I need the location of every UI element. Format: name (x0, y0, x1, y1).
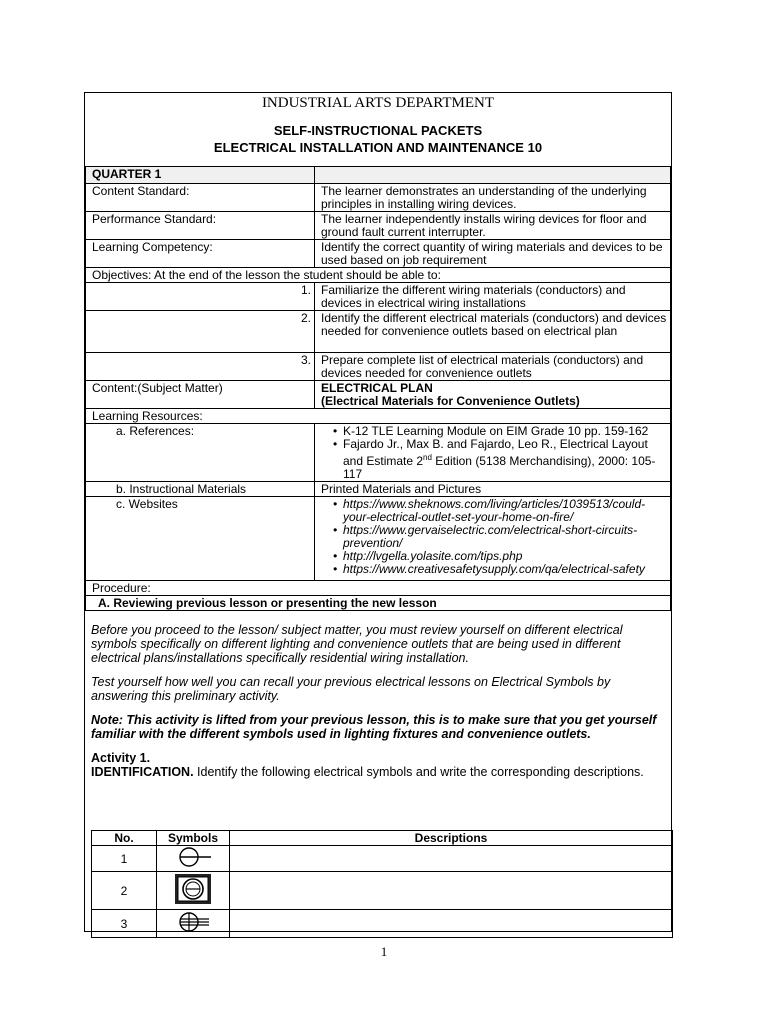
reference-item: • Fajardo Jr., Max B. and Fajardo, Leo R., Electrical Layout and Estimate 2nd Edition (5138 Merchandising), 2000: 105-117 (333, 438, 667, 481)
reference-item: • K-12 TLE Learning Module on EIM Grade 10 pp. 159-162 (333, 425, 667, 438)
references-label: a. References: (86, 424, 315, 482)
objective-number: 2. (86, 311, 315, 353)
quarter-label: QUARTER 1 (86, 167, 315, 184)
activity-title: Activity 1. (91, 751, 151, 765)
objectives-intro: Objectives: At the end of the lesson the student should be able to: (86, 268, 671, 283)
instructional-materials-label: b. Instructional Materials (86, 482, 315, 497)
description-cell[interactable] (230, 872, 673, 910)
activity-block (91, 751, 665, 779)
quarter-value (315, 167, 671, 184)
content-standard-value: The learner demonstrates an understanding of the underlying principles in installing wiring devices. (315, 184, 671, 212)
websites-label: c. Websites (86, 497, 315, 581)
learning-resources-label: Learning Resources: (86, 409, 671, 424)
page-number: 1 (380, 944, 388, 959)
instructional-materials-value: Printed Materials and Pictures (315, 482, 671, 497)
learning-competency-value: Identify the correct quantity of wiring materials and devices to be used based on job requirement (315, 240, 671, 268)
performance-standard-value: The learner independently installs wiring devices for floor and ground fault current interrupter. (315, 212, 671, 240)
objective-number: 3. (86, 353, 315, 381)
lesson-info-table (85, 166, 671, 611)
description-cell[interactable] (230, 910, 673, 938)
note-paragraph: Note: This activity is lifted from your previous lesson, this is to make sure that you get yourself familiar with the different symbols used in lighting fixtures and convenience outlets. (91, 713, 657, 741)
content-value (315, 381, 671, 409)
multi-line-outlet-symbol-icon (157, 910, 230, 938)
document-frame (84, 92, 672, 932)
outlet-symbol-line-icon (157, 846, 230, 872)
table-row (92, 872, 673, 910)
intro-paragraph: Before you proceed to the lesson/ subject matter, you must review yourself on different electrical symbols specifically on different lighting and convenience outlets that are being used in different electrical plans/installations specifically residential wiring installation. (91, 623, 623, 665)
learning-competency-label: Learning Competency: (86, 240, 315, 268)
objective-text: Prepare complete list of electrical materials (conductors) and devices needed for convenience outlets (315, 353, 671, 381)
column-header-no: No. (92, 831, 157, 846)
website-link[interactable]: • https://www.creativesafetysupply.com/qa/electrical-safety (333, 563, 667, 576)
content-label: Content:(Subject Matter) (86, 381, 315, 409)
identification-label: IDENTIFICATION. (91, 765, 194, 779)
column-header-symbols: Symbols (157, 831, 230, 846)
website-link[interactable]: • https://www.sheknows.com/living/articles/1039513/could-your-electrical-outlet-set-your-home-on-fire/ (333, 498, 667, 524)
objective-number: 1. (86, 283, 315, 311)
column-header-descriptions: Descriptions (230, 831, 673, 846)
course-title: ELECTRICAL INSTALLATION AND MAINTENANCE 10 (213, 140, 543, 155)
table-row (92, 910, 673, 938)
procedure-label: Procedure: (86, 581, 671, 596)
identification-text: Identify the following electrical symbols and write the corresponding descriptions. (193, 765, 644, 779)
row-number: 1 (92, 846, 157, 872)
test-paragraph: Test yourself how well you can recall your previous electrical lessons on Electrical Symbols by answering this preliminary activity. (91, 675, 611, 703)
procedure-step-a: A. Reviewing previous lesson or presenting the new lesson (86, 596, 671, 611)
procedure-body (85, 623, 671, 779)
row-number: 3 (92, 910, 157, 938)
website-link[interactable]: • https://www.gervaiselectric.com/electrical-short-circuits-prevention/ (333, 524, 667, 550)
symbols-table (91, 830, 673, 938)
boxed-circle-symbol-icon (157, 872, 230, 910)
content-standard-label: Content Standard: (86, 184, 315, 212)
content-subtitle: (Electrical Materials for Convenience Outlets) (321, 394, 580, 408)
row-number: 2 (92, 872, 157, 910)
website-link[interactable]: • http://lvgella.yolasite.com/tips.php (333, 550, 667, 563)
references-list (315, 424, 671, 482)
table-row (92, 846, 673, 872)
department-heading: INDUSTRIAL ARTS DEPARTMENT (261, 95, 495, 111)
packet-title: SELF-INSTRUCTIONAL PACKETS (273, 123, 483, 138)
description-cell[interactable] (230, 846, 673, 872)
content-title: ELECTRICAL PLAN (321, 381, 433, 395)
objective-text: Familiarize the different wiring materials (conductors) and devices in electrical wiring installations (315, 283, 671, 311)
websites-list (315, 497, 671, 581)
objective-text: Identify the different electrical materials (conductors) and devices needed for convenience outlets based on electrical plan (315, 311, 671, 353)
performance-standard-label: Performance Standard: (86, 212, 315, 240)
